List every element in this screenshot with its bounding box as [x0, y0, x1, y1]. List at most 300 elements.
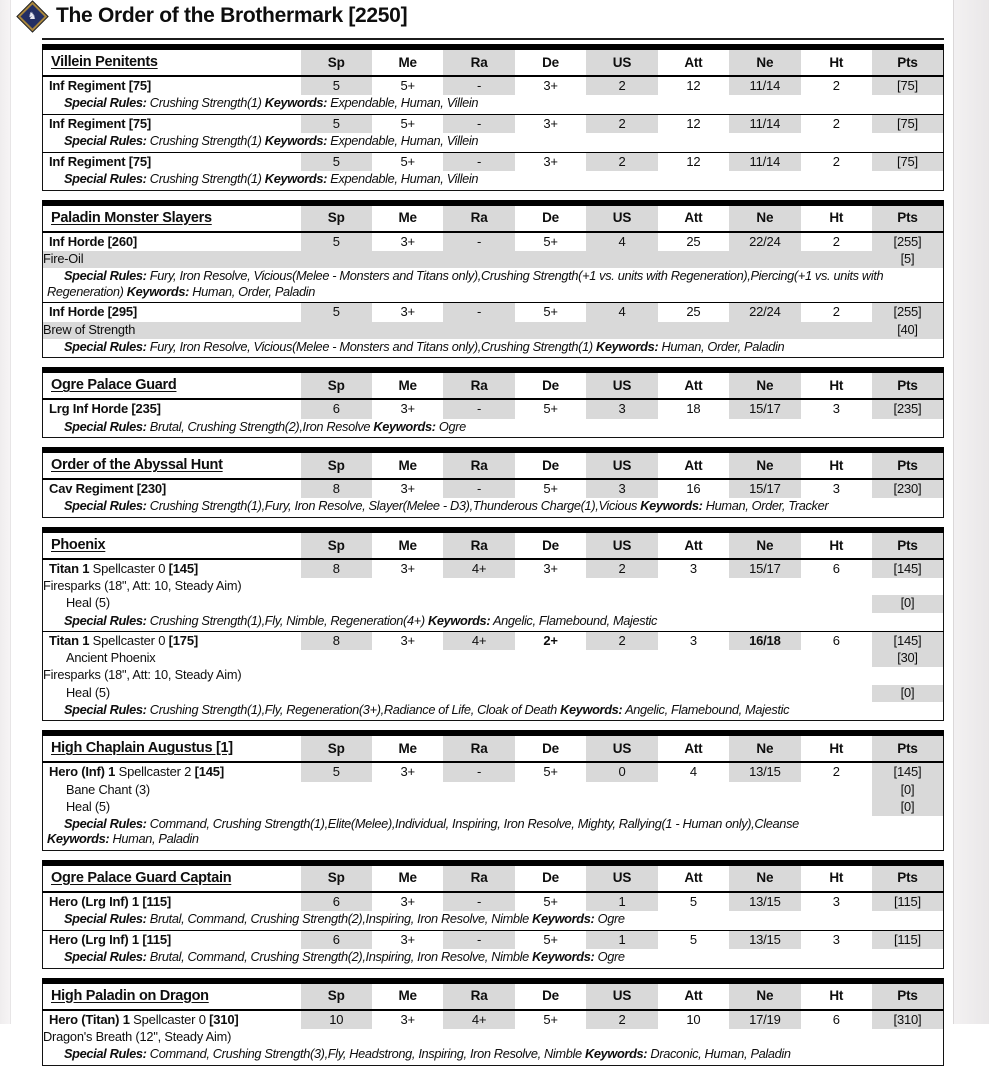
upgrade-name: Heal (5) [43, 685, 873, 702]
stat-pts: [145] [872, 559, 944, 578]
page-right-margin [953, 0, 989, 1024]
stat-me: 5+ [372, 76, 443, 95]
unit-row [43, 762, 944, 781]
unit-name-segment: Titan 1 [49, 561, 93, 576]
stat-de: 5+ [515, 232, 586, 251]
stat-pts: [235] [872, 399, 944, 418]
section-header-row [43, 530, 944, 559]
stat-us: 1 [586, 930, 657, 949]
special-rules-text: Special Rules: Fury, Iron Resolve, Vicious(Melee - Monsters and Titans only),Crushing Strength(1) Keywords: Human, Order, Paladin [47, 339, 939, 355]
special-rules-text: Special Rules: Crushing Strength(1) Keywords: Expendable, Human, Villein [47, 133, 939, 149]
upgrade-pts [872, 578, 944, 595]
upgrade-pts: [5] [872, 251, 944, 268]
col-header-ht: Ht [801, 203, 872, 232]
upgrade-row [43, 1029, 944, 1046]
stat-sp: 6 [301, 399, 372, 418]
stat-att: 5 [658, 892, 729, 911]
upgrade-row [43, 799, 944, 816]
special-rules-text: Special Rules: Crushing Strength(1) Keywords: Expendable, Human, Villein [47, 95, 939, 111]
unit-row [43, 114, 944, 133]
stat-ra: - [443, 114, 514, 133]
col-header-ht: Ht [801, 733, 872, 762]
special-rules-cell [43, 949, 944, 968]
upgrade-row [43, 595, 944, 612]
upgrade-name: Dragon's Breath (12", Steady Aim) [43, 1029, 873, 1046]
col-header-pts: Pts [872, 47, 944, 76]
stat-pts: [310] [872, 1010, 944, 1029]
stat-ra: - [443, 303, 514, 322]
special-rules-cell [43, 95, 944, 114]
stat-ne: 15/17 [729, 479, 800, 498]
special-rules-text: Special Rules: Command, Crushing Strength(1),Elite(Melee),Individual, Inspiring, Iron Resolve, Mighty, Rallying(1 - Human only),Cleanse Keywords: Human, Paladin [47, 816, 939, 847]
section-title [43, 863, 301, 892]
stat-me: 3+ [372, 559, 443, 578]
stat-sp: 8 [301, 632, 372, 651]
stat-pts: [115] [872, 892, 944, 911]
special-rules-row [43, 816, 944, 851]
col-header-de: De [515, 203, 586, 232]
stat-ne: 15/17 [729, 559, 800, 578]
stat-ra: - [443, 930, 514, 949]
col-header-ra: Ra [443, 981, 514, 1010]
col-header-ne: Ne [729, 733, 800, 762]
col-header-ne: Ne [729, 530, 800, 559]
stat-ne: 11/14 [729, 76, 800, 95]
section-header-row [43, 863, 944, 892]
stat-sp: 5 [301, 762, 372, 781]
col-header-us: US [586, 370, 657, 399]
stat-me: 5+ [372, 152, 443, 171]
stat-us: 3 [586, 399, 657, 418]
unit-name-segment: Inf Horde [260] [49, 234, 137, 249]
stat-ht: 3 [801, 479, 872, 498]
section-title [43, 733, 301, 762]
special-rules-label: Special Rules: [64, 816, 147, 831]
stat-ra: - [443, 152, 514, 171]
stat-att: 4 [658, 762, 729, 781]
unit-row [43, 399, 944, 418]
unit-name [43, 399, 301, 418]
stat-pts: [75] [872, 152, 944, 171]
keywords-label: Keywords: [532, 911, 594, 926]
special-rules-text: Special Rules: Brutal, Crushing Strength(2),Iron Resolve Keywords: Ogre [47, 419, 939, 435]
upgrade-pts: [30] [872, 650, 944, 667]
stat-de: 5+ [515, 762, 586, 781]
stat-sp: 8 [301, 559, 372, 578]
stat-us: 2 [586, 152, 657, 171]
unit-row [43, 559, 944, 578]
col-header-pts: Pts [872, 203, 944, 232]
stat-us: 3 [586, 479, 657, 498]
unit-name-segment: Inf Horde [295] [49, 304, 137, 319]
unit-name-segment: [145] [169, 561, 198, 576]
col-header-us: US [586, 203, 657, 232]
unit-name-segment: Titan 1 [49, 633, 93, 648]
unit-tables [42, 44, 944, 1075]
special-rules-text: Special Rules: Brutal, Command, Crushing Strength(2),Inspiring, Iron Resolve, Nimble Keywords: Ogre [47, 911, 939, 927]
upgrade-name: Ancient Phoenix [43, 650, 873, 667]
col-header-pts: Pts [872, 450, 944, 479]
stat-me: 3+ [372, 303, 443, 322]
section-title [43, 370, 301, 399]
stat-ra: - [443, 762, 514, 781]
col-header-de: De [515, 450, 586, 479]
special-rules-cell [43, 613, 944, 632]
section-title-text: Villein Penitents [51, 54, 158, 70]
stat-ra: - [443, 399, 514, 418]
unit-name [43, 1010, 301, 1029]
stat-us: 2 [586, 1010, 657, 1029]
unit-section-villein-penitents [42, 44, 944, 191]
stat-ne: 11/14 [729, 114, 800, 133]
stat-pts: [75] [872, 76, 944, 95]
unit-name [43, 114, 301, 133]
col-header-pts: Pts [872, 981, 944, 1010]
special-rules-cell [43, 1046, 944, 1065]
special-rules-row [43, 339, 944, 358]
upgrade-row [43, 650, 944, 667]
col-header-ne: Ne [729, 47, 800, 76]
col-header-sp: Sp [301, 370, 372, 399]
stat-de: 5+ [515, 479, 586, 498]
unit-name-segment: Inf Regiment [75] [49, 116, 151, 131]
stat-ht: 2 [801, 114, 872, 133]
special-rules-label: Special Rules: [64, 171, 147, 186]
section-title-text: Phoenix [51, 537, 105, 553]
stat-sp: 5 [301, 303, 372, 322]
stat-ne: 17/19 [729, 1010, 800, 1029]
stat-ne: 22/24 [729, 303, 800, 322]
stat-ra: - [443, 479, 514, 498]
stat-pts: [255] [872, 303, 944, 322]
unit-name-segment: [145] [195, 764, 224, 779]
col-header-de: De [515, 981, 586, 1010]
stat-att: 25 [658, 303, 729, 322]
stat-us: 1 [586, 892, 657, 911]
special-rules-label: Special Rules: [64, 268, 147, 283]
col-header-sp: Sp [301, 530, 372, 559]
stat-att: 12 [658, 114, 729, 133]
col-header-ne: Ne [729, 863, 800, 892]
special-rules-cell [43, 171, 944, 190]
special-rules-row [43, 911, 944, 930]
col-header-sp: Sp [301, 203, 372, 232]
stat-ht: 3 [801, 399, 872, 418]
stat-pts: [145] [872, 632, 944, 651]
special-rules-text: Special Rules: Crushing Strength(1),Fly, Regeneration(3+),Radiance of Life, Cloak of Death Keywords: Angelic, Flamebound, Majestic [47, 702, 939, 718]
stat-de: 3+ [515, 76, 586, 95]
keywords-label: Keywords: [265, 133, 327, 148]
special-rules-label: Special Rules: [64, 613, 147, 628]
unit-row [43, 1010, 944, 1029]
unit-name-segment: Hero (Lrg Inf) 1 [115] [49, 894, 171, 909]
stat-att: 10 [658, 1010, 729, 1029]
unit-row [43, 76, 944, 95]
stat-sp: 6 [301, 892, 372, 911]
special-rules-text: Special Rules: Command, Crushing Strength(3),Fly, Headstrong, Inspiring, Iron Resolve, Nimble Keywords: Draconic, Human, Paladin [47, 1046, 939, 1062]
col-header-me: Me [372, 981, 443, 1010]
stat-de: 5+ [515, 303, 586, 322]
upgrade-name: Heal (5) [43, 799, 873, 816]
upgrade-row [43, 322, 944, 339]
stat-me: 3+ [372, 232, 443, 251]
stat-ht: 3 [801, 892, 872, 911]
special-rules-text: Special Rules: Crushing Strength(1) Keywords: Expendable, Human, Villein [47, 171, 939, 187]
unit-row [43, 632, 944, 651]
stat-me: 3+ [372, 1010, 443, 1029]
stat-sp: 5 [301, 114, 372, 133]
special-rules-text: Special Rules: Fury, Iron Resolve, Vicious(Melee - Monsters and Titans only),Crushing Strength(+1 vs. units with Regeneration),Piercing(+1 vs. units with Regeneration) Keywords: Human, Order, Paladin [47, 268, 939, 299]
stat-sp: 6 [301, 930, 372, 949]
upgrade-pts: [40] [872, 322, 944, 339]
col-header-de: De [515, 370, 586, 399]
unit-name-segment: Spellcaster 0 [93, 561, 169, 576]
special-rules-label: Special Rules: [64, 1046, 147, 1061]
keywords-label: Keywords: [560, 702, 622, 717]
army-header [18, 4, 407, 28]
stat-pts: [145] [872, 762, 944, 781]
upgrade-name: Firesparks (18", Att: 10, Steady Aim) [43, 578, 873, 595]
upgrade-pts [872, 667, 944, 684]
stat-att: 5 [658, 930, 729, 949]
special-rules-cell [43, 419, 944, 438]
special-rules-label: Special Rules: [64, 419, 147, 434]
col-header-att: Att [658, 530, 729, 559]
stat-ht: 6 [801, 559, 872, 578]
upgrade-pts: [0] [872, 595, 944, 612]
col-header-sp: Sp [301, 733, 372, 762]
stat-att: 12 [658, 152, 729, 171]
col-header-us: US [586, 47, 657, 76]
stat-ne: 15/17 [729, 399, 800, 418]
unit-row [43, 892, 944, 911]
unit-section-paladin-monster-slayers [42, 200, 944, 359]
col-header-ht: Ht [801, 863, 872, 892]
stat-ra: 4+ [443, 632, 514, 651]
col-header-me: Me [372, 530, 443, 559]
col-header-pts: Pts [872, 863, 944, 892]
col-header-me: Me [372, 733, 443, 762]
unit-name-segment: Lrg Inf Horde [235] [49, 401, 161, 416]
col-header-us: US [586, 981, 657, 1010]
stat-att: 18 [658, 399, 729, 418]
unit-name-segment: Hero (Inf) 1 [49, 764, 119, 779]
col-header-att: Att [658, 203, 729, 232]
stat-sp: 8 [301, 479, 372, 498]
unit-name [43, 632, 301, 651]
stat-us: 4 [586, 303, 657, 322]
stat-ht: 2 [801, 762, 872, 781]
stat-ra: - [443, 76, 514, 95]
army-title: The Order of the Brothermark [2250] [56, 4, 407, 28]
stat-us: 0 [586, 762, 657, 781]
unit-name-segment: Inf Regiment [75] [49, 78, 151, 93]
stat-ht: 2 [801, 232, 872, 251]
stat-us: 4 [586, 232, 657, 251]
keywords-label: Keywords: [585, 1046, 647, 1061]
col-header-me: Me [372, 450, 443, 479]
special-rules-row [43, 268, 944, 303]
stat-ht: 6 [801, 632, 872, 651]
unit-row [43, 479, 944, 498]
unit-name-segment: Cav Regiment [230] [49, 481, 166, 496]
special-rules-row [43, 133, 944, 152]
stat-pts: [255] [872, 232, 944, 251]
section-title-text: High Chaplain Augustus [1] [51, 740, 233, 756]
special-rules-row [43, 613, 944, 632]
stat-de: 2+ [515, 632, 586, 651]
col-header-us: US [586, 863, 657, 892]
special-rules-row [43, 419, 944, 438]
keywords-label: Keywords: [265, 95, 327, 110]
faction-crest-glyph: ♞ [28, 11, 37, 21]
upgrade-pts: [0] [872, 685, 944, 702]
stat-sp: 5 [301, 232, 372, 251]
upgrade-name: Heal (5) [43, 595, 873, 612]
col-header-pts: Pts [872, 733, 944, 762]
special-rules-cell [43, 133, 944, 152]
unit-section-high-chaplain-augustus-1 [42, 730, 944, 851]
unit-name-segment: Spellcaster 0 [93, 633, 169, 648]
stat-pts: [75] [872, 114, 944, 133]
stat-att: 3 [658, 559, 729, 578]
col-header-ht: Ht [801, 370, 872, 399]
upgrade-row [43, 685, 944, 702]
special-rules-label: Special Rules: [64, 133, 147, 148]
section-title-text: Ogre Palace Guard Captain [51, 870, 231, 886]
unit-name-segment: Inf Regiment [75] [49, 154, 151, 169]
upgrade-name: Brew of Strength [43, 322, 873, 339]
section-header-row [43, 370, 944, 399]
stat-us: 2 [586, 114, 657, 133]
upgrade-pts: [0] [872, 782, 944, 799]
upgrade-pts: [0] [872, 799, 944, 816]
keywords-label: Keywords: [640, 498, 702, 513]
unit-name [43, 930, 301, 949]
section-title [43, 981, 301, 1010]
section-title-text: Paladin Monster Slayers [51, 210, 212, 226]
special-rules-row [43, 498, 944, 517]
special-rules-cell [43, 816, 944, 851]
section-title [43, 47, 301, 76]
col-header-sp: Sp [301, 450, 372, 479]
col-header-de: De [515, 530, 586, 559]
stat-ne: 22/24 [729, 232, 800, 251]
col-header-de: De [515, 863, 586, 892]
section-title [43, 450, 301, 479]
col-header-sp: Sp [301, 981, 372, 1010]
upgrade-pts [872, 1029, 944, 1046]
stat-sp: 5 [301, 152, 372, 171]
special-rules-row [43, 702, 944, 721]
section-header-row [43, 450, 944, 479]
stat-de: 5+ [515, 1010, 586, 1029]
col-header-att: Att [658, 47, 729, 76]
col-header-ra: Ra [443, 530, 514, 559]
stat-ra: - [443, 892, 514, 911]
unit-name-segment: [310] [209, 1012, 238, 1027]
stat-me: 3+ [372, 479, 443, 498]
stat-me: 3+ [372, 930, 443, 949]
keywords-label: Keywords: [596, 339, 658, 354]
special-rules-label: Special Rules: [64, 949, 147, 964]
col-header-pts: Pts [872, 370, 944, 399]
unit-name [43, 152, 301, 171]
stat-ht: 3 [801, 930, 872, 949]
stat-ne: 13/15 [729, 762, 800, 781]
special-rules-cell [43, 339, 944, 358]
keywords-label: Keywords: [428, 613, 490, 628]
special-rules-label: Special Rules: [64, 498, 147, 513]
unit-row [43, 303, 944, 322]
stat-ht: 2 [801, 303, 872, 322]
special-rules-row [43, 95, 944, 114]
stat-de: 3+ [515, 152, 586, 171]
col-header-att: Att [658, 733, 729, 762]
special-rules-cell [43, 911, 944, 930]
section-title [43, 203, 301, 232]
upgrade-row [43, 251, 944, 268]
stat-ne: 16/18 [729, 632, 800, 651]
stat-ht: 2 [801, 76, 872, 95]
stat-sp: 5 [301, 76, 372, 95]
stat-us: 2 [586, 76, 657, 95]
stat-us: 2 [586, 632, 657, 651]
unit-name-segment: Spellcaster 0 [133, 1012, 209, 1027]
col-header-me: Me [372, 47, 443, 76]
stat-pts: [115] [872, 930, 944, 949]
col-header-ra: Ra [443, 863, 514, 892]
upgrade-name: Firesparks (18", Att: 10, Steady Aim) [43, 667, 873, 684]
upgrade-row [43, 667, 944, 684]
section-header-row [43, 203, 944, 232]
stat-me: 5+ [372, 114, 443, 133]
col-header-ra: Ra [443, 47, 514, 76]
title-divider [42, 38, 944, 40]
unit-name [43, 892, 301, 911]
stat-ne: 11/14 [729, 152, 800, 171]
col-header-us: US [586, 733, 657, 762]
col-header-de: De [515, 733, 586, 762]
faction-diamond-icon [18, 1, 48, 31]
page-left-margin [0, 0, 11, 1024]
stat-de: 3+ [515, 559, 586, 578]
unit-name-segment: Hero (Titan) 1 [49, 1012, 133, 1027]
unit-name [43, 559, 301, 578]
special-rules-cell [43, 498, 944, 517]
section-title [43, 530, 301, 559]
unit-row [43, 232, 944, 251]
col-header-ht: Ht [801, 530, 872, 559]
col-header-ra: Ra [443, 733, 514, 762]
special-rules-row [43, 949, 944, 968]
unit-name [43, 303, 301, 322]
col-header-us: US [586, 450, 657, 479]
unit-row [43, 930, 944, 949]
stat-att: 16 [658, 479, 729, 498]
special-rules-row [43, 171, 944, 190]
col-header-ra: Ra [443, 203, 514, 232]
special-rules-cell [43, 702, 944, 721]
section-header-row [43, 733, 944, 762]
unit-name-segment: Spellcaster 2 [119, 764, 195, 779]
col-header-att: Att [658, 450, 729, 479]
stat-de: 3+ [515, 114, 586, 133]
section-title-text: High Paladin on Dragon [51, 988, 209, 1004]
col-header-ra: Ra [443, 450, 514, 479]
stat-ra: 4+ [443, 1010, 514, 1029]
col-header-me: Me [372, 203, 443, 232]
